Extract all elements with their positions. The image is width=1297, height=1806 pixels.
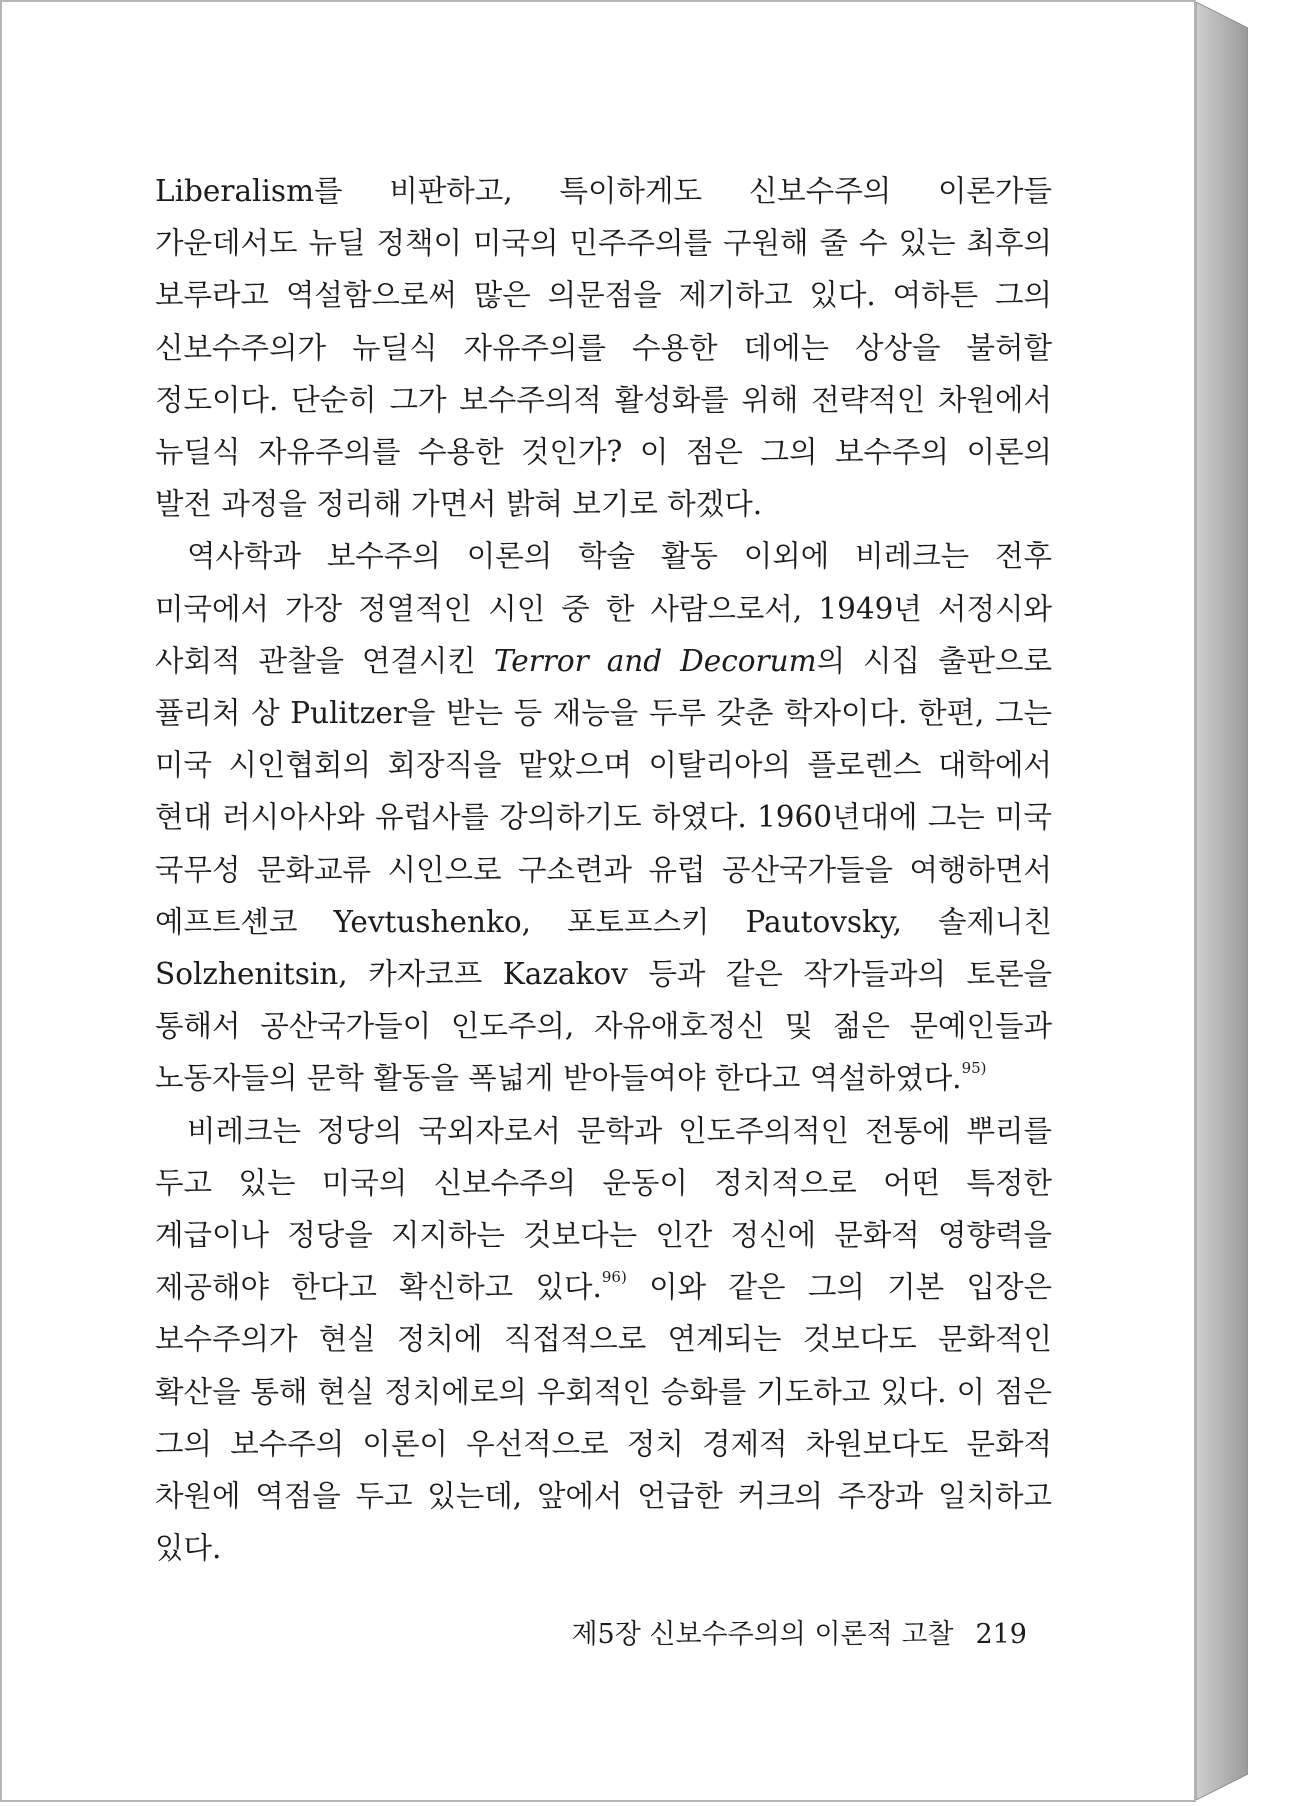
paragraph-2-text-a: 역사학과 보수주의 이론의 학술 활동 이외에 비레크는 전후 미국에서 가장 정열적인 시인 중 한 사람으로서, 1949년 서정시와 사회적 관찰을 연결시킨 bbox=[155, 539, 1052, 678]
page-stack-shading bbox=[1196, 2, 1248, 1800]
paragraph-2 bbox=[155, 530, 1052, 1104]
paragraph-1 bbox=[155, 165, 1052, 530]
paragraph-3-text-a: 비레크는 정당의 국외자로서 문학과 인도주의적인 전통에 뿌리를 두고 있는 미국의 신보수주의 운동이 정치적으로 어떤 특정한 계급이나 정당을 지지하는 것보다는 인간 정신에 문화적 영향력을 제공해야 한다고 확신하고 있다. bbox=[155, 1113, 1052, 1305]
footnote-marker-96: 96) bbox=[601, 1268, 627, 1287]
page-number: 219 bbox=[975, 1619, 1027, 1650]
book-title: Terror and Decorum bbox=[493, 643, 817, 678]
paragraph-3-text-b: 이와 같은 그의 기본 입장은 보수주의가 현실 정치에 직접적으로 연계되는 것보다도 문화적인 확산을 통해 현실 정치에로의 우회적인 승화를 기도하고 있다. 이 점은 그의 보수주의 이론이 우선적으로 정치 경제적 차원보다도 문화적 차원에 역점을 두고 있는데, 앞에서 언급한 커크의 주장과 일치하고 있다. bbox=[155, 1270, 1052, 1566]
body-text bbox=[155, 165, 1052, 1574]
footer-chapter-title: 제5장 신보수주의의 이론적 고찰 bbox=[571, 1619, 954, 1650]
page-stack-edge bbox=[1196, 2, 1248, 1800]
footnote-marker-95: 95) bbox=[961, 1059, 987, 1078]
paragraph-3 bbox=[155, 1105, 1052, 1575]
running-footer bbox=[562, 1612, 1027, 1651]
paragraph-1-text: Liberalism를 비판하고, 특이하게도 신보수주의 이론가들 가운데서도 뉴딜 정책이 미국의 민주주의를 구원해 줄 수 있는 최후의 보루라고 역설함으로써 많은 의문점을 제기하고 있다. 여하튼 그의 신보수주의가 뉴딜식 자유주의를 수용한 데에는 상상을 불허할 정도이다. 단순히 그가 보수주의적 활성화를 위해 전략적인 차원에서 뉴딜식 자유주의를 수용한 것인가? 이 점은 그의 보수주의 이론의 발전 과정을 정리해 가면서 밝혀 보기로 하겠다. bbox=[155, 174, 1052, 522]
paragraph-2-text-b: 의 시집 출판으로 퓰리처 상 Pulitzer을 받는 등 재능을 두루 갖춘 학자이다. 한편, 그는 미국 시인협회의 회장직을 맡았으며 이탈리아의 플로렌스 대학에서 현대 러시아사와 유럽사를 강의하기도 하였다. 1960년대에 그는 미국 국무성 문화교류 시인으로 구소련과 유럽 공산국가들을 여행하면서 예프트셴코 Yevtushenko, 포토프스키 Pautovsky, 솔제니친 Solzhenitsin, 카자코프 Kazakov 등과 같은 작가들과의 토론을 통해서 공산국가들이 인도주의, 자유애호정신 및 젊은 문예인들과 노동자들의 문학 활동을 폭넓게 받아들여야 한다고 역설하였다. bbox=[155, 643, 1052, 1096]
